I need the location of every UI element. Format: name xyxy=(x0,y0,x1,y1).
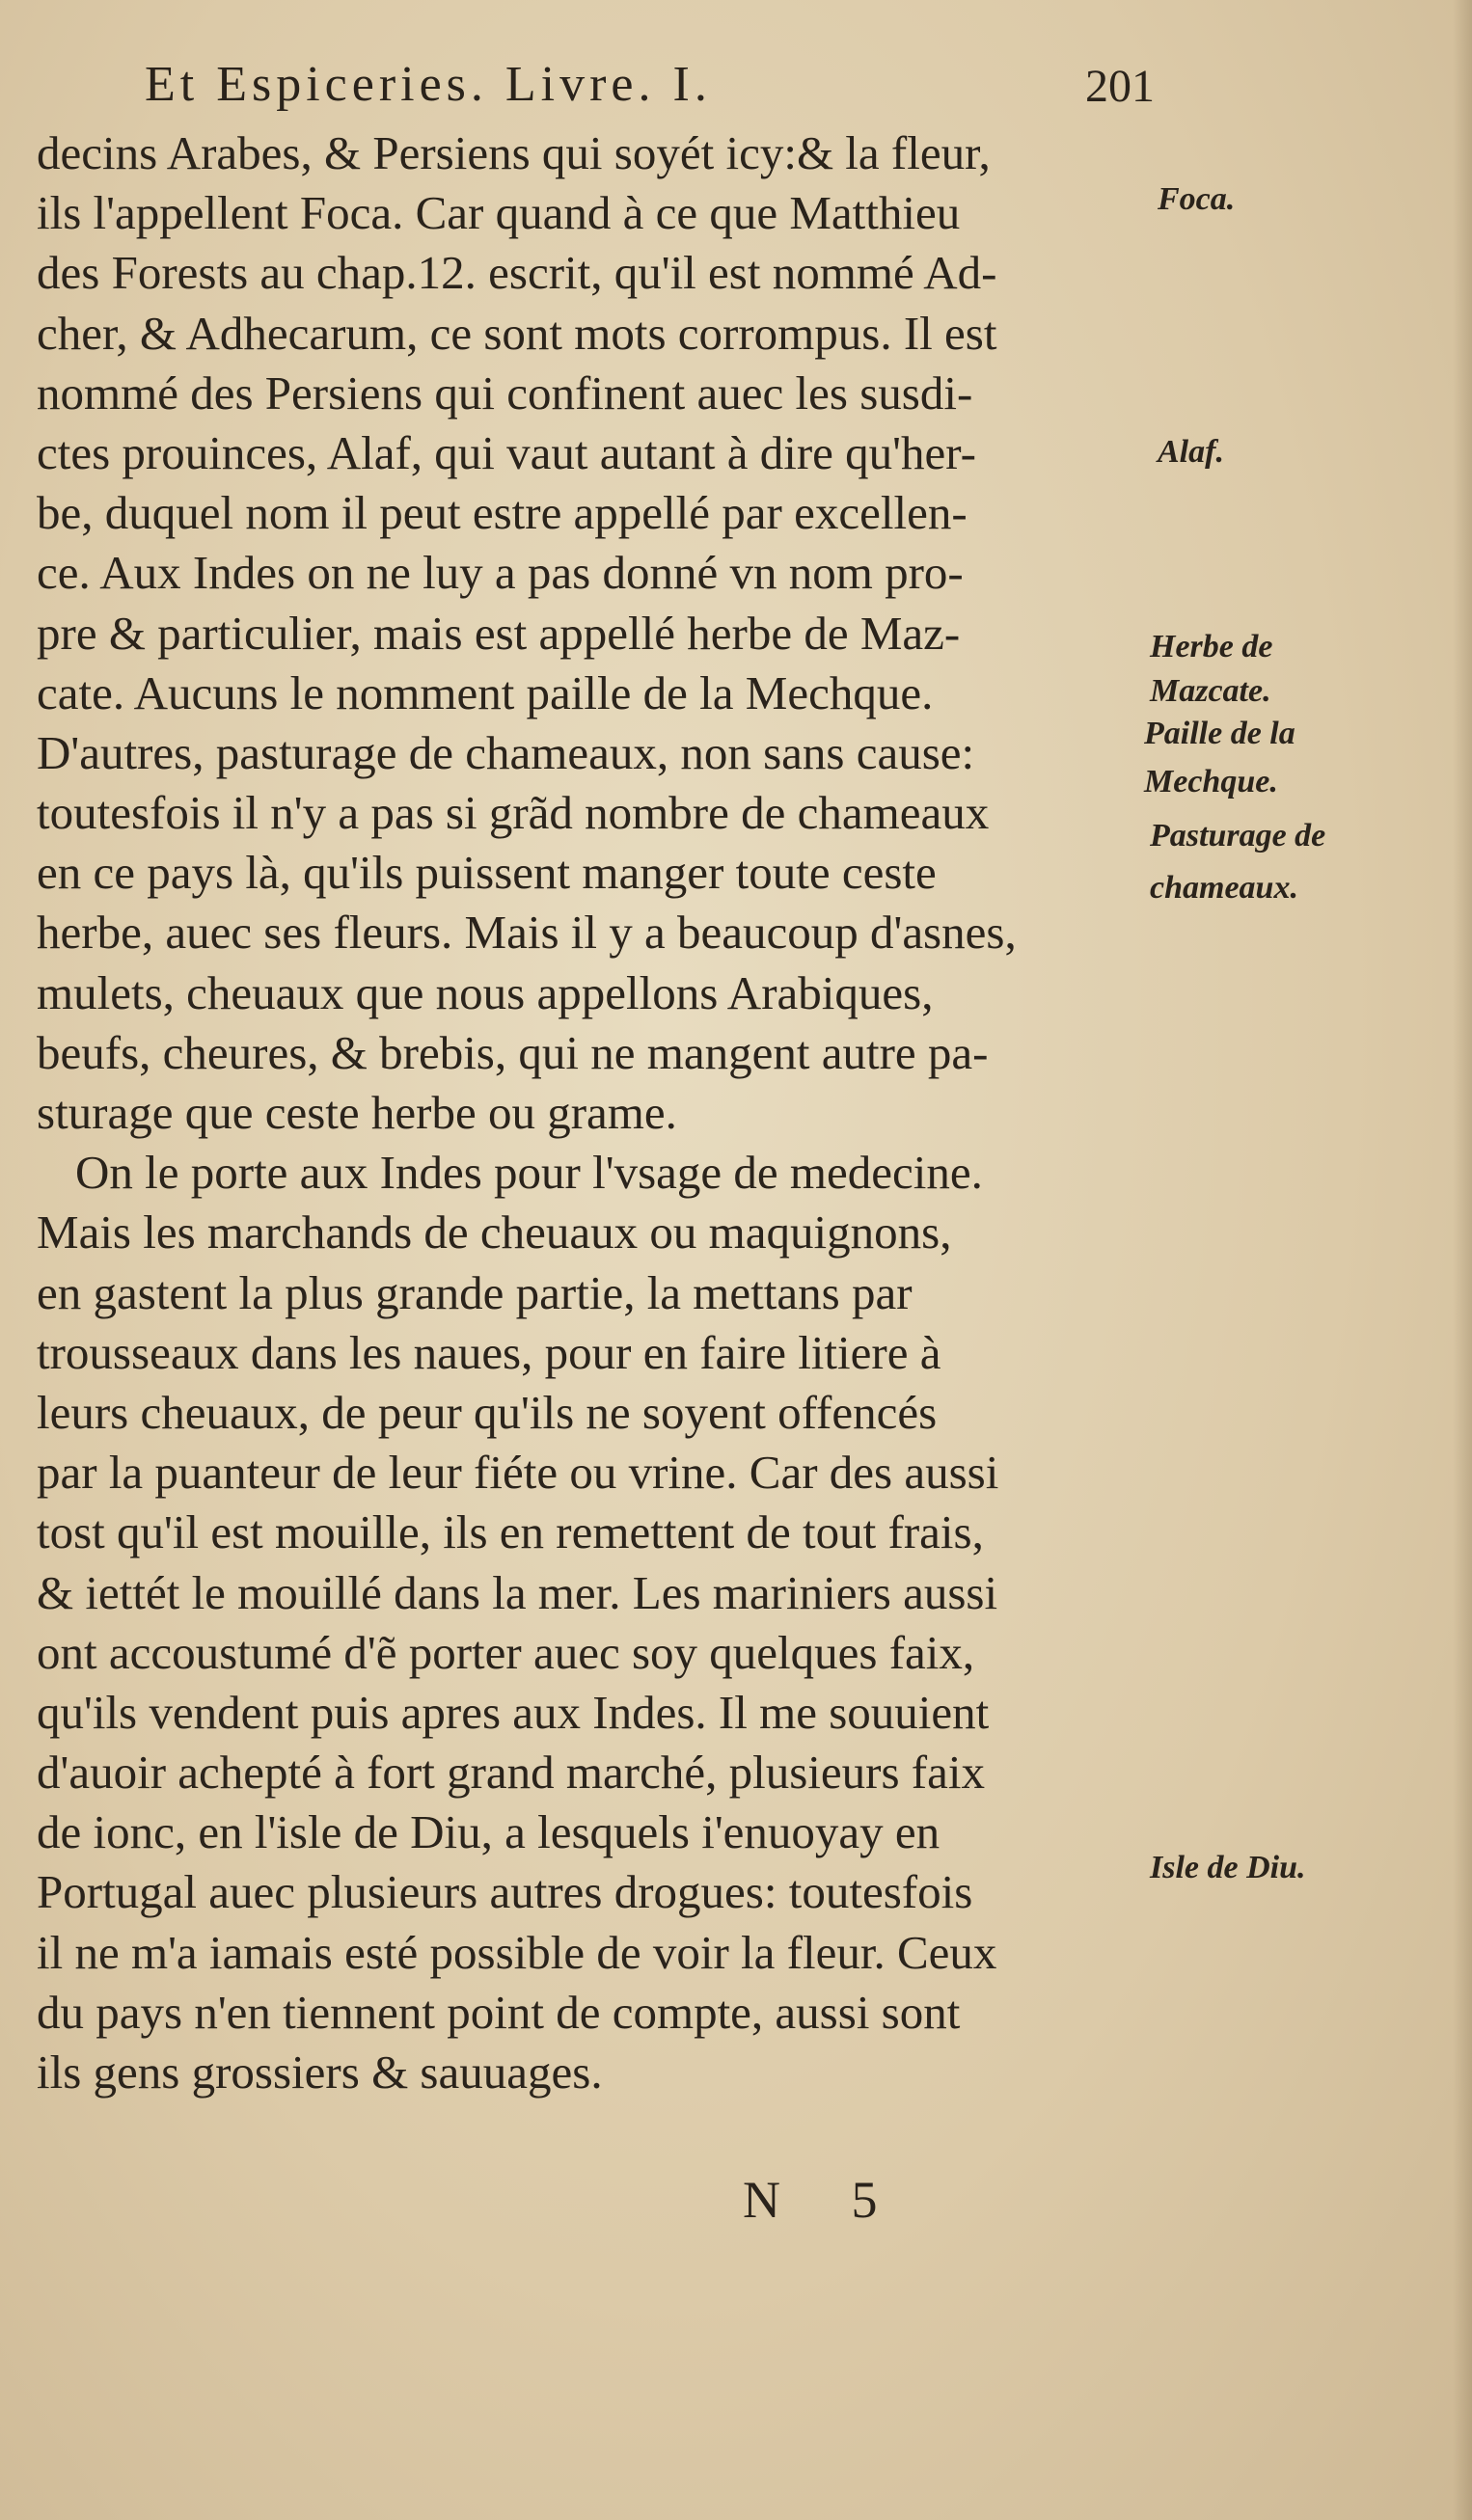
text-line: par la puanteur de leur fiéte ou vrine. Car des aussi xyxy=(37,1446,999,1500)
running-header xyxy=(145,56,1158,113)
text-line: tost qu'il est mouille, ils en remettent de tout frais, xyxy=(37,1505,984,1559)
running-title: Et Espiceries. Livre. I. xyxy=(145,57,712,112)
text-line: On le porte aux Indes pour l'vsage de medecine. xyxy=(75,1146,983,1200)
text-line: leurs cheuaux, de peur qu'ils ne soyent offencés xyxy=(37,1385,938,1439)
margin-note: Foca. xyxy=(1158,181,1236,217)
text-line: en gastent la plus grande partie, la mettans par xyxy=(37,1265,913,1319)
text-line: du pays n'en tiennent point de compte, aussi sont xyxy=(37,1985,961,2039)
text-line: mulets, cheuaux que nous appellons Arabiques, xyxy=(37,965,934,1019)
text-line: nommé des Persiens qui confinent auec les susdi- xyxy=(37,366,973,420)
margin-note: Mechque. xyxy=(1144,764,1278,799)
text-line: ont accoustumé d'ẽ porter auec soy quelques faix, xyxy=(37,1625,975,1679)
text-line: ils l'appellent Foca. Car quand à ce que Matthieu xyxy=(37,186,961,240)
text-line: ce. Aux Indes on ne luy a pas donné vn nom pro- xyxy=(37,546,964,600)
text-line: trousseaux dans les naues, pour en faire litiere à xyxy=(37,1325,941,1379)
text-line: herbe, auec ses fleurs. Mais il y a beaucoup d'asnes, xyxy=(37,906,1017,960)
text-line: ctes prouinces, Alaf, qui vaut autant à dire qu'her- xyxy=(37,425,976,479)
text-line: cate. Aucuns le nomment paille de la Mechque. xyxy=(37,665,934,719)
text-line: beufs, cheures, & brebis, qui ne mangent autre pa- xyxy=(37,1025,989,1079)
margin-note: Paille de la xyxy=(1144,716,1295,751)
text-line: qu'ils vendent puis apres aux Indes. Il me souuient xyxy=(37,1685,990,1739)
text-line: be, duquel nom il peut estre appellé par excellen- xyxy=(37,486,968,540)
margin-note: Herbe de xyxy=(1150,629,1273,664)
text-line: decins Arabes, & Persiens qui soyét icy:& la fleur, xyxy=(37,126,991,179)
signature-mark: N 5 xyxy=(743,2171,907,2229)
margin-note: Alaf. xyxy=(1158,434,1224,470)
text-line: ils gens grossiers & sauuages. xyxy=(37,2046,603,2099)
page-edge-shadow xyxy=(1453,0,1472,2520)
text-line: Portugal auec plusieurs autres drogues: toutesfois xyxy=(37,1865,973,1919)
margin-note: Pasturage de xyxy=(1150,818,1326,854)
text-line: cher, & Adhecarum, ce sont mots corrompus. Il est xyxy=(37,306,997,360)
text-line: en ce pays là, qu'ils puissent manger toute ceste xyxy=(37,846,937,900)
text-line: de ionc, en l'isle de Diu, a lesquels i'enuoyay en xyxy=(37,1805,940,1859)
text-line: d'auoir achepté à fort grand marché, plusieurs faix xyxy=(37,1746,985,1800)
margin-note: Mazcate. xyxy=(1150,673,1271,709)
page-number: 201 xyxy=(1085,61,1155,112)
text-line: D'autres, pasturage de chameaux, non sans cause: xyxy=(37,725,975,779)
text-line: il ne m'a iamais esté possible de voir la fleur. Ceux xyxy=(37,1925,997,1979)
text-line: pre & particulier, mais est appellé herbe de Maz- xyxy=(37,606,961,660)
margin-note: chameaux. xyxy=(1150,870,1298,906)
text-block xyxy=(37,123,1165,2102)
text-line: Mais les marchands de cheuaux ou maquignons, xyxy=(37,1206,952,1260)
text-line: sturage que ceste herbe ou grame. xyxy=(37,1086,677,1139)
text-line: & iettét le mouillé dans la mer. Les mariniers aussi xyxy=(37,1565,998,1619)
margin-note: Isle de Diu. xyxy=(1150,1850,1306,1885)
text-line: des Forests au chap.12. escrit, qu'il est nommé Ad- xyxy=(37,246,997,300)
text-line: toutesfois il n'y a pas si grãd nombre de chameaux xyxy=(37,786,990,840)
